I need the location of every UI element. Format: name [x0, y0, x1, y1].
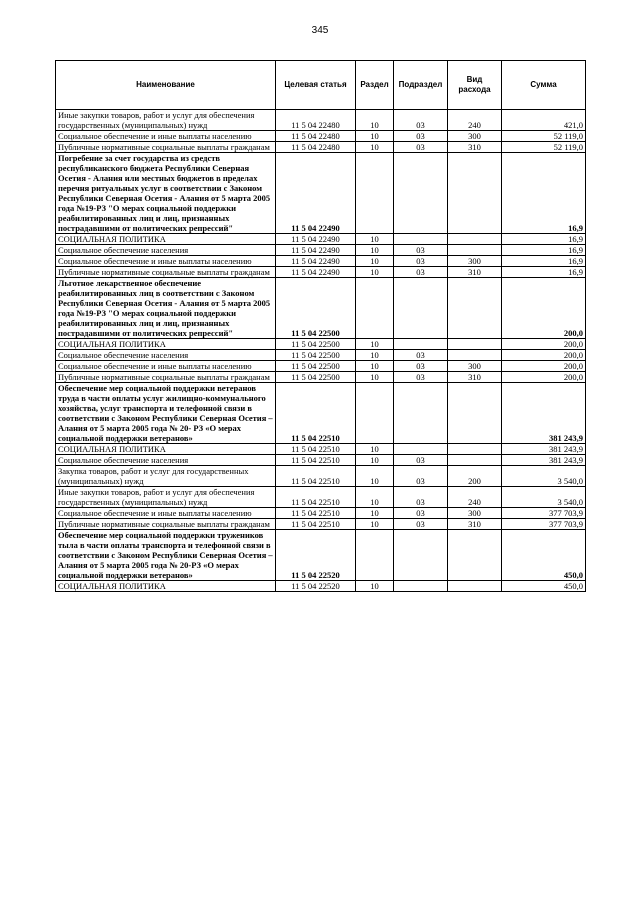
cell-amount: 377 703,9 [502, 508, 586, 519]
table-row [56, 142, 586, 153]
cell-subsection: 03 [394, 466, 448, 487]
cell-subsection: 03 [394, 487, 448, 508]
cell-target: 11 5 04 22480 [276, 110, 356, 131]
cell-expense-type: 200 [448, 466, 502, 487]
table-row [56, 110, 586, 131]
cell-section [356, 153, 394, 234]
cell-amount: 200,0 [502, 361, 586, 372]
budget-table [55, 60, 586, 592]
cell-name: Социальное обеспечение населения [56, 455, 276, 466]
cell-expense-type [448, 153, 502, 234]
cell-target: 11 5 04 22490 [276, 245, 356, 256]
cell-amount: 381 243,9 [502, 455, 586, 466]
table-row [56, 372, 586, 383]
cell-section [356, 530, 394, 581]
table-row [56, 256, 586, 267]
cell-name: Публичные нормативные социальные выплаты гражданам [56, 519, 276, 530]
cell-expense-type [448, 383, 502, 444]
cell-section: 10 [356, 455, 394, 466]
cell-name: Социальное обеспечение населения [56, 245, 276, 256]
cell-expense-type [448, 455, 502, 466]
cell-amount: 450,0 [502, 581, 586, 592]
cell-name: Закупка товаров, работ и услуг для государственных (муниципальных) нужд [56, 466, 276, 487]
cell-name: Погребение за счет государства из средств республиканского бюджета Республики Северная Осетия - Алания или местных бюджетов в пределах перечня ритуальных услуг в соответствии с Законом Республики Северная Осетия - Алания от 5 марта 2005 года №19-РЗ "О мерах социальной поддержки реабилитированных лиц и лиц, признанных пострадавшими от политических репрессий" [56, 153, 276, 234]
cell-expense-type [448, 245, 502, 256]
cell-subsection [394, 530, 448, 581]
cell-section: 10 [356, 519, 394, 530]
cell-target: 11 5 04 22500 [276, 372, 356, 383]
cell-name: Иные закупки товаров, работ и услуг для обеспечения государственных (муниципальных) нужд [56, 487, 276, 508]
cell-section: 10 [356, 256, 394, 267]
cell-amount: 421,0 [502, 110, 586, 131]
cell-amount: 450,0 [502, 530, 586, 581]
table-row [56, 581, 586, 592]
cell-name: Публичные нормативные социальные выплаты гражданам [56, 142, 276, 153]
cell-target: 11 5 04 22490 [276, 256, 356, 267]
cell-name: Обеспечение мер социальной поддержки тружеников тыла в части оплаты транспорта и телефонной связи в соответствии с Законом Республики Северная Осетия – Алания от 5 марта 2005 года № 20-РЗ «О мерах социальной поддержки ветеранов» [56, 530, 276, 581]
cell-target: 11 5 04 22490 [276, 153, 356, 234]
table-row [56, 339, 586, 350]
header-name: Наименование [56, 61, 276, 110]
cell-amount: 16,9 [502, 245, 586, 256]
cell-expense-type: 310 [448, 372, 502, 383]
table-row [56, 131, 586, 142]
cell-section: 10 [356, 245, 394, 256]
cell-expense-type: 300 [448, 256, 502, 267]
cell-amount: 200,0 [502, 339, 586, 350]
cell-expense-type: 300 [448, 131, 502, 142]
cell-expense-type: 310 [448, 267, 502, 278]
cell-expense-type [448, 350, 502, 361]
table-row [56, 278, 586, 339]
cell-subsection: 03 [394, 361, 448, 372]
cell-section: 10 [356, 581, 394, 592]
cell-section: 10 [356, 444, 394, 455]
table-row [56, 361, 586, 372]
cell-name: Обеспечение мер социальной поддержки ветеранов труда в части оплаты услуг жилищно-коммунального хозяйства, услуг транспорта и телефонной связи в соответствии с Законом Республики Северная Осетия – Алания от 5 марта 2005 года № 20- РЗ «О мерах социальной поддержки ветеранов» [56, 383, 276, 444]
cell-target: 11 5 04 22500 [276, 339, 356, 350]
cell-subsection [394, 234, 448, 245]
cell-name: Социальное обеспечение и иные выплаты населению [56, 256, 276, 267]
table-row [56, 455, 586, 466]
cell-section [356, 278, 394, 339]
cell-name: Льготное лекарственное обеспечение реабилитированных лиц в соответствии с Законом Республики Северная Осетия - Алания от 5 марта 2005 года №19-РЗ "О мерах социальной поддержки реабилитированных лиц и лиц, признанных пострадавшими от политических репрессий" [56, 278, 276, 339]
cell-name: Иные закупки товаров, работ и услуг для обеспечения государственных (муниципальных) нужд [56, 110, 276, 131]
header-section: Раздел [356, 61, 394, 110]
cell-subsection: 03 [394, 519, 448, 530]
cell-amount: 52 119,0 [502, 142, 586, 153]
cell-subsection: 03 [394, 245, 448, 256]
cell-section [356, 383, 394, 444]
cell-target: 11 5 04 22510 [276, 487, 356, 508]
cell-subsection: 03 [394, 131, 448, 142]
header-amount: Сумма [502, 61, 586, 110]
cell-amount: 381 243,9 [502, 383, 586, 444]
cell-target: 11 5 04 22510 [276, 466, 356, 487]
table-row [56, 508, 586, 519]
cell-section: 10 [356, 361, 394, 372]
cell-name: Социальное обеспечение и иные выплаты населению [56, 508, 276, 519]
cell-target: 11 5 04 22490 [276, 234, 356, 245]
cell-section: 10 [356, 267, 394, 278]
cell-target: 11 5 04 22490 [276, 267, 356, 278]
cell-target: 11 5 04 22500 [276, 278, 356, 339]
cell-subsection [394, 153, 448, 234]
cell-subsection: 03 [394, 267, 448, 278]
cell-subsection: 03 [394, 256, 448, 267]
cell-expense-type: 300 [448, 361, 502, 372]
cell-section: 10 [356, 487, 394, 508]
cell-amount: 200,0 [502, 278, 586, 339]
cell-subsection [394, 444, 448, 455]
cell-name: Социальное обеспечение и иные выплаты населению [56, 361, 276, 372]
cell-expense-type: 300 [448, 508, 502, 519]
cell-section: 10 [356, 110, 394, 131]
cell-name: СОЦИАЛЬНАЯ ПОЛИТИКА [56, 444, 276, 455]
cell-expense-type [448, 339, 502, 350]
page-number: 345 [311, 25, 329, 36]
cell-section: 10 [356, 372, 394, 383]
cell-target: 11 5 04 22500 [276, 361, 356, 372]
cell-subsection [394, 383, 448, 444]
cell-amount: 16,9 [502, 153, 586, 234]
cell-amount: 16,9 [502, 267, 586, 278]
cell-name: СОЦИАЛЬНАЯ ПОЛИТИКА [56, 581, 276, 592]
cell-name: Публичные нормативные социальные выплаты гражданам [56, 372, 276, 383]
cell-name: Социальное обеспечение населения [56, 350, 276, 361]
table-row [56, 153, 586, 234]
cell-subsection: 03 [394, 142, 448, 153]
cell-section: 10 [356, 466, 394, 487]
cell-subsection: 03 [394, 508, 448, 519]
cell-name: Социальное обеспечение и иные выплаты населению [56, 131, 276, 142]
cell-expense-type [448, 278, 502, 339]
table-row [56, 466, 586, 487]
header-target: Целевая статья [276, 61, 356, 110]
cell-amount: 3 540,0 [502, 466, 586, 487]
cell-target: 11 5 04 22480 [276, 131, 356, 142]
table-row [56, 383, 586, 444]
cell-expense-type [448, 234, 502, 245]
cell-amount: 377 703,9 [502, 519, 586, 530]
cell-expense-type: 240 [448, 110, 502, 131]
cell-target: 11 5 04 22520 [276, 530, 356, 581]
cell-amount: 200,0 [502, 350, 586, 361]
cell-subsection [394, 278, 448, 339]
cell-subsection: 03 [394, 372, 448, 383]
table-row [56, 234, 586, 245]
cell-section: 10 [356, 131, 394, 142]
cell-amount: 16,9 [502, 256, 586, 267]
cell-name: СОЦИАЛЬНАЯ ПОЛИТИКА [56, 234, 276, 245]
table-row [56, 530, 586, 581]
cell-section: 10 [356, 350, 394, 361]
cell-subsection: 03 [394, 350, 448, 361]
cell-target: 11 5 04 22510 [276, 383, 356, 444]
header-subsection: Подраздел [394, 61, 448, 110]
cell-section: 10 [356, 339, 394, 350]
cell-target: 11 5 04 22510 [276, 455, 356, 466]
cell-expense-type [448, 444, 502, 455]
cell-amount: 16,9 [502, 234, 586, 245]
cell-section: 10 [356, 142, 394, 153]
cell-amount: 3 540,0 [502, 487, 586, 508]
cell-name: СОЦИАЛЬНАЯ ПОЛИТИКА [56, 339, 276, 350]
cell-subsection [394, 581, 448, 592]
cell-subsection: 03 [394, 455, 448, 466]
cell-target: 11 5 04 22510 [276, 444, 356, 455]
cell-section: 10 [356, 508, 394, 519]
cell-target: 11 5 04 22510 [276, 519, 356, 530]
table-row [56, 487, 586, 508]
table-body [56, 110, 586, 592]
cell-amount: 52 119,0 [502, 131, 586, 142]
cell-subsection [394, 339, 448, 350]
cell-name: Публичные нормативные социальные выплаты гражданам [56, 267, 276, 278]
cell-target: 11 5 04 22500 [276, 350, 356, 361]
cell-target: 11 5 04 22520 [276, 581, 356, 592]
cell-subsection: 03 [394, 110, 448, 131]
table-row [56, 444, 586, 455]
header-expense-type: Вид расхода [448, 61, 502, 110]
cell-target: 11 5 04 22510 [276, 508, 356, 519]
cell-expense-type [448, 530, 502, 581]
cell-section: 10 [356, 234, 394, 245]
cell-expense-type: 310 [448, 519, 502, 530]
table-row [56, 350, 586, 361]
table-row [56, 245, 586, 256]
table-header-row [56, 61, 586, 110]
table-row [56, 267, 586, 278]
cell-amount: 200,0 [502, 372, 586, 383]
cell-amount: 381 243,9 [502, 444, 586, 455]
cell-target: 11 5 04 22480 [276, 142, 356, 153]
table-row [56, 519, 586, 530]
cell-expense-type: 240 [448, 487, 502, 508]
cell-expense-type: 310 [448, 142, 502, 153]
cell-expense-type [448, 581, 502, 592]
